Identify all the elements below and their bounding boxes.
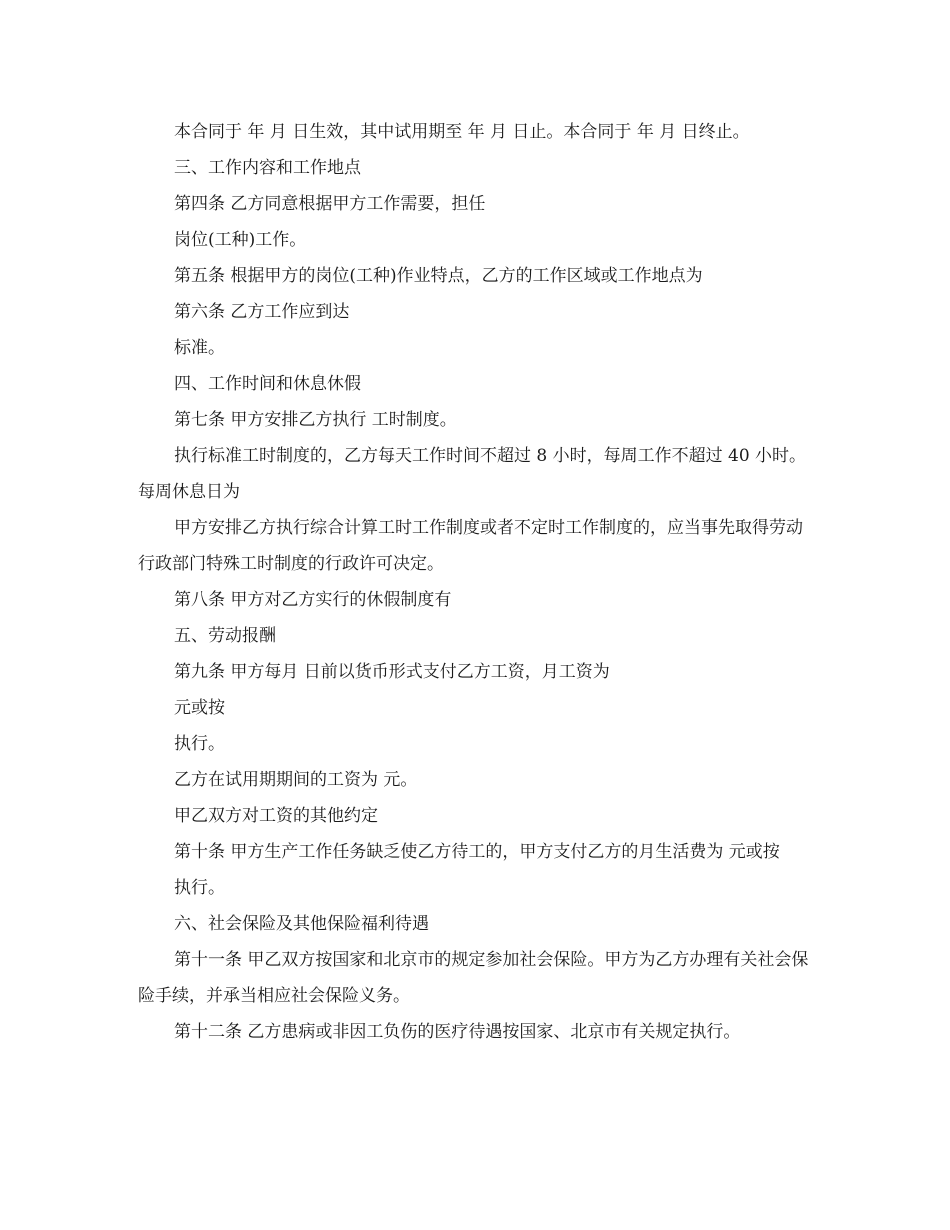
- section-heading-work-content: 三、工作内容和工作地点: [174, 158, 361, 178]
- document-body: [138, 114, 810, 1050]
- article-9-continued-1: 元或按: [174, 698, 225, 718]
- article-12: 第十二条 乙方患病或非因工负伤的医疗待遇按国家、北京市有关规定执行。: [174, 1022, 741, 1042]
- article-10-continued: 执行。: [174, 878, 225, 898]
- paragraph-standard-hours: 执行标准工时制度的，乙方每天工作时间不超过 8 小时，每周工作不超过 40 小时。每周休息日为: [138, 446, 807, 502]
- article-11: 第十一条 甲乙双方按国家和北京市的规定参加社会保险。甲方为乙方办理有关社会保险手续，并承当相应社会保险义务。: [138, 950, 809, 1006]
- article-6: 第六条 乙方工作应到达: [174, 302, 350, 322]
- article-9-continued-2: 执行。: [174, 734, 225, 754]
- article-4-continued: 岗位(工种)工作。: [174, 230, 307, 250]
- article-9: 第九条 甲方每月 日前以货币形式支付乙方工资，月工资为: [174, 662, 610, 682]
- article-7: 第七条 甲方安排乙方执行 工时制度。: [174, 410, 457, 430]
- paragraph-effective-date: 本合同于 年 月 日生效，其中试用期至 年 月 日止。本合同于 年 月 日终止。: [174, 122, 750, 142]
- section-heading-work-hours: 四、工作时间和休息休假: [174, 374, 361, 394]
- section-heading-social-insurance: 六、社会保险及其他保险福利待遇: [174, 914, 429, 934]
- section-heading-remuneration: 五、劳动报酬: [174, 626, 276, 646]
- article-10: 第十条 甲方生产工作任务缺乏使乙方待工的，甲方支付乙方的月生活费为 元或按: [174, 842, 780, 862]
- article-5: 第五条 根据甲方的岗位(工种)作业特点，乙方的工作区域或工作地点为: [174, 266, 703, 286]
- article-8: 第八条 甲方对乙方实行的休假制度有: [174, 590, 452, 610]
- paragraph-special-hours: 甲方安排乙方执行综合计算工时工作制度或者不定时工作制度的，应当事先取得劳动行政部门特殊工时制度的行政许可决定。: [138, 518, 803, 574]
- paragraph-probation-salary: 乙方在试用期期间的工资为 元。: [174, 770, 418, 790]
- article-4: 第四条 乙方同意根据甲方工作需要，担任: [174, 194, 486, 214]
- paragraph-other-salary-terms: 甲乙双方对工资的其他约定: [174, 806, 378, 826]
- article-6-continued: 标准。: [174, 338, 225, 358]
